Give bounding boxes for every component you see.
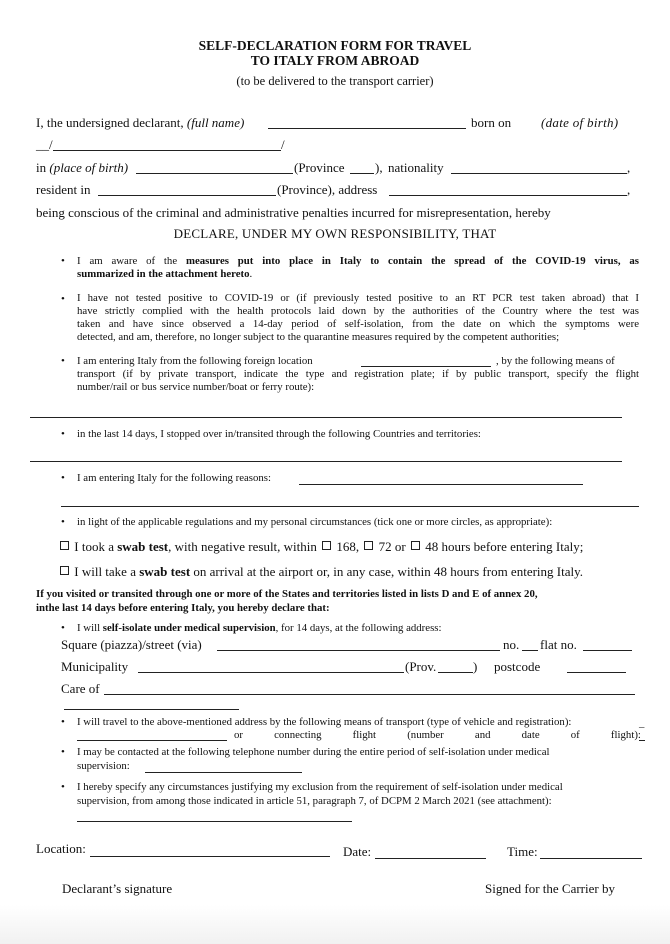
stopover-field[interactable] [30,461,622,462]
date-field[interactable] [375,858,486,859]
isolation-bold: self-isolate under medical supervision [102,622,276,634]
bullet: • [61,472,65,484]
travel-word: flight [352,729,377,741]
tested-line: I have not tested positive to COVID-19 or (if previously tested positive to an RT PCR test taken abroad) that I [77,292,639,304]
bullet: • [61,255,65,267]
travel-word: connecting [274,729,322,741]
page-bottom-shade [0,905,670,944]
bullet: • [61,428,65,440]
lists-notice-line1: If you visited or transited through one or more of the States and territories listed in lists D and E of annex 20, [36,588,538,600]
aware-bold-text-2: summarized in the attachment hereto [77,268,250,280]
isolation-post: , for 14 days, at the following address: [275,622,442,634]
street-field[interactable] [217,650,500,651]
dob-slash-2: / [281,137,285,152]
swab-after-bold: swab test [139,564,191,579]
time-field[interactable] [540,858,642,859]
entering-line: number/rail or bus service number/boat or ferry route): [77,381,315,393]
swab-before-option [58,539,583,555]
province-address-label: (Province), address [277,182,378,197]
province-field-1[interactable] [350,173,374,174]
place-of-birth-label [36,160,128,176]
date-of-birth-field[interactable] [53,150,281,151]
swab-after-circle[interactable] [60,566,69,575]
municipality-field[interactable] [138,672,404,673]
province-close-1: ), [375,160,383,175]
swab-before-bold: swab test [117,539,169,554]
h168-circle[interactable] [322,541,331,550]
bullet: • [61,781,65,793]
travel-underscore: _ [639,717,645,729]
carrier-signature-label: Signed for the Carrier by [485,881,615,896]
undersigned-label [36,115,244,131]
swab-after-text-2: on arrival at the airport or, in any case, within 48 hours from entering Italy. [193,564,584,579]
flat-no-label: flat no. [540,637,577,652]
place-of-birth-text: (place of birth) [49,160,129,175]
swab-before-text: I took a [74,539,114,554]
travel-means-field[interactable] [77,740,227,741]
contact-line2: supervision: [77,760,130,772]
bullet: • [61,293,65,305]
flat-no-field[interactable] [583,650,632,651]
entering-text-2: , by the following means of [496,355,615,367]
born-on-label: born on [471,115,512,130]
specify-line2: supervision, from among those indicated in article 51, paragraph 7, of DCPM 2 March 2021 (see attachment): [77,795,552,807]
travel-word: flight): [610,729,641,741]
province-label-1: (Province [294,160,345,175]
street-no-label: no. [503,637,520,652]
tested-line: have strictly complied with the health protocols laid down by the authorities of the Country where the test was [77,305,639,317]
isolation-text [77,622,441,634]
h168-text: 168, [336,539,360,554]
form-title-line2: TO ITALY FROM ABROAD [250,53,420,68]
h48-circle[interactable] [411,541,420,550]
bullet: • [61,716,65,728]
swab-before-text-2: , with negative result, within [168,539,317,554]
flight-number-field[interactable] [639,740,645,741]
undersigned-text: I, the undersigned declarant, [36,115,184,130]
nationality-label: nationality [388,160,444,175]
swab-after-option [58,564,583,580]
date-of-birth-label: (date of birth) [541,115,619,130]
nationality-comma: , [627,160,631,175]
full-name-label: (full name) [186,115,245,130]
resident-in-field[interactable] [98,195,276,196]
h48-text: 48 hours before entering Italy; [425,539,584,554]
tested-line: taken and have since observed a 14-day period of self-isolation, from the date on which the symptoms were [77,318,639,330]
penalties-text: being conscious of the criminal and administrative penalties incurred for misrepresentation, hereby [36,205,551,220]
care-of-field-2[interactable] [64,709,239,710]
specify-line1: I hereby specify any circumstances justifying my exclusion from the requirement of self-isolation under medical [77,781,563,793]
date-label: Date: [343,844,372,859]
address-field[interactable] [389,195,627,196]
postcode-label: postcode [494,659,541,674]
square-street-label: Square (piazza)/street (via) [61,637,202,652]
address-comma: , [627,182,631,197]
phone-field[interactable] [145,772,302,773]
travel-line1: I will travel to the above-mentioned address by the following means of transport (type of vehicle and registration): [77,716,572,728]
lists-notice-line2: inthe last 14 days before entering Italy, you hereby declare that: [36,602,330,614]
tested-line: detected, and am, therefore, no longer subject to the quarantine measures required by the competent authorities; [77,331,560,343]
tested-statement [77,292,639,344]
nationality-field[interactable] [451,173,627,174]
aware-statement [77,255,639,281]
travel-word: of [570,729,580,741]
prov-label: (Prov. [405,659,437,674]
swab-after-text: I will take a [74,564,136,579]
aware-end: . [249,268,253,280]
entering-statement [77,355,639,394]
regulations-text: in light of the applicable regulations and my personal circumstances (tick one or more circles, as appropriate): [77,516,553,528]
declarant-signature-label: Declarant’s signature [62,881,173,896]
swab-before-circle[interactable] [60,541,69,550]
travel-line2 [234,729,641,741]
prov-field[interactable] [438,672,473,673]
place-of-birth-field[interactable] [136,173,293,174]
time-label: Time: [507,844,538,859]
bullet: • [61,355,65,367]
travel-word: and [474,729,491,741]
prov-close: ) [473,659,478,674]
travel-word: or [234,729,243,741]
reasons-text: I am entering Italy for the following reasons: [77,472,271,484]
transport-details-field[interactable] [30,417,622,418]
full-name-field[interactable] [268,128,466,129]
aware-text: I am aware of the [77,255,178,267]
reasons-field-1[interactable] [299,484,583,485]
form-title-line1: SELF-DECLARATION FORM FOR TRAVEL [198,38,472,53]
care-of-field[interactable] [104,694,635,695]
bullet: • [61,746,65,758]
street-no-field[interactable] [522,650,538,651]
municipality-label: Municipality [61,659,129,674]
entering-line: transport (if by private transport, indicate the type and registration plate; if by public transport, specify the flight [77,368,639,380]
dob-slash-1: __/ [36,137,53,152]
location-field[interactable] [90,856,330,857]
isolation-pre: I will [77,622,101,634]
stopover-text: in the last 14 days, I stopped over in/transited through the following Countries and territories: [77,428,481,440]
in-text: in [36,160,47,175]
aware-bold-text: measures put into place in Italy to contain the spread of the COVID-19 virus, as [185,255,639,267]
reasons-field-2[interactable] [61,506,639,507]
postcode-field[interactable] [567,672,626,673]
care-of-label: Care of [61,681,100,696]
entering-text: I am entering Italy from the following foreign location [77,355,313,367]
declare-heading: DECLARE, UNDER MY OWN RESPONSIBILITY, THAT [173,226,497,241]
h72-text: 72 or [378,539,406,554]
foreign-location-field[interactable] [361,366,491,367]
form-subtitle: (to be delivered to the transport carrier) [236,74,434,88]
resident-in-label: resident in [36,182,91,197]
location-label: Location: [36,841,86,856]
travel-word: date [521,729,540,741]
h72-circle[interactable] [364,541,373,550]
contact-line1: I may be contacted at the following telephone number during the entire period of self-isolation under medical [77,746,550,758]
bullet: • [61,516,65,528]
travel-word: (number [407,729,444,741]
exclusion-field[interactable] [77,821,352,822]
bullet: • [61,622,65,634]
